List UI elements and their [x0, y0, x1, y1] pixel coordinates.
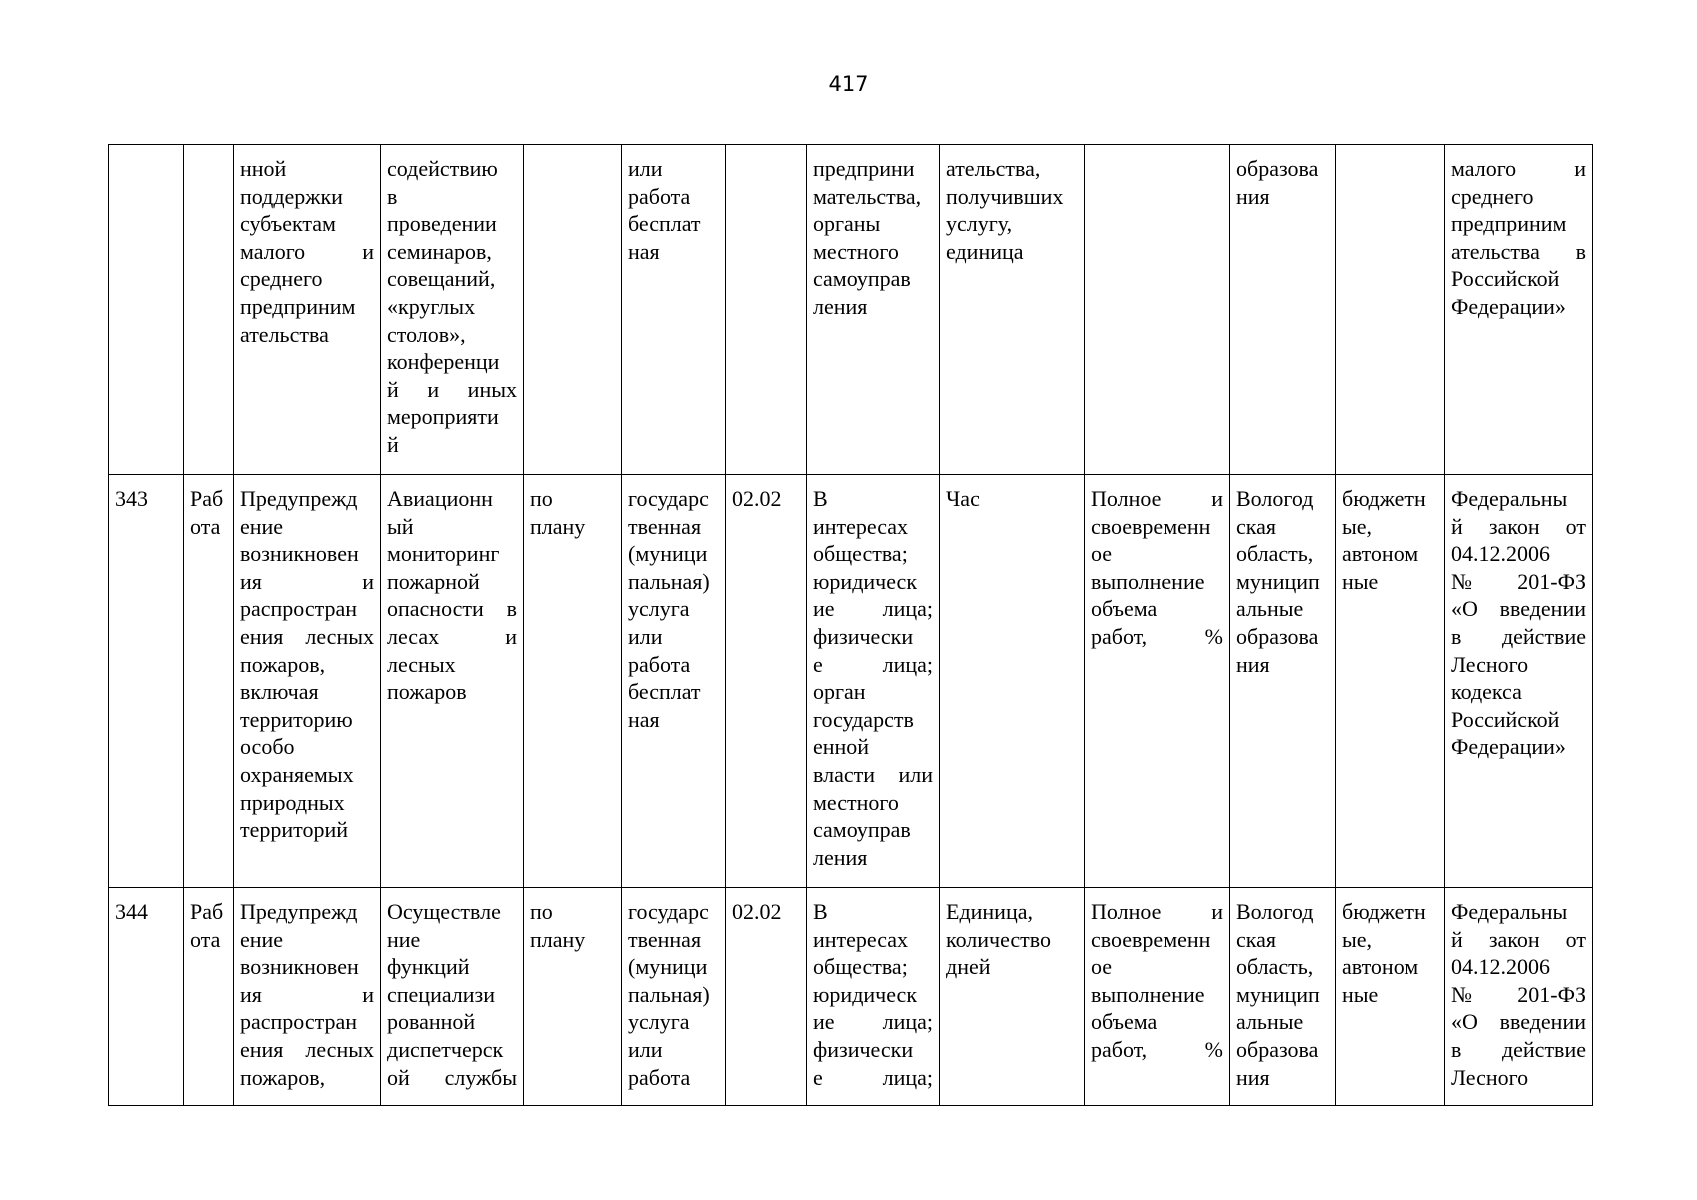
cell-line: ота — [190, 513, 221, 539]
table-cell — [184, 145, 234, 475]
cell-line: ательства в — [1451, 238, 1586, 264]
cell-line: работа — [628, 1064, 691, 1090]
cell-line: лесных — [387, 651, 456, 677]
cell-line: 02.02 — [732, 899, 782, 924]
cell-line: охраняемых — [240, 761, 354, 787]
cell-line: особо — [240, 734, 295, 760]
cell-line: возникновен — [240, 541, 359, 567]
cell-line: рованной — [387, 1009, 476, 1035]
cell-line: № 201-ФЗ — [1451, 568, 1586, 594]
cell-line: малого и — [1451, 156, 1586, 181]
cell-line: ения лесных — [240, 623, 374, 649]
cell-line: услуга — [628, 596, 690, 622]
cell-line: ые, — [1342, 513, 1373, 539]
cell-line: й — [387, 431, 399, 457]
cell-line: ота — [190, 926, 221, 952]
cell-line: ение — [240, 926, 284, 952]
cell-line: предприним — [240, 293, 356, 319]
cell-line: Федеральны — [1451, 486, 1568, 511]
cell-line: возникновен — [240, 954, 359, 980]
cell-line: ные — [1342, 568, 1379, 594]
cell-line: общества; — [813, 541, 908, 567]
cell-line: Полное и — [1091, 899, 1223, 924]
cell-line: или — [628, 1036, 663, 1062]
cell-line: своевременн — [1091, 926, 1211, 952]
cell-line: по — [530, 899, 553, 924]
cell-line: малого и — [240, 238, 374, 264]
table-cell — [1230, 888, 1336, 1106]
cell-line: объема — [1091, 596, 1158, 622]
cell-line: выполнение — [1091, 568, 1205, 594]
cell-line: количество — [946, 926, 1052, 952]
cell-line: й закон от — [1451, 926, 1586, 952]
cell-line: автоном — [1342, 954, 1419, 980]
table-cell — [184, 888, 234, 1106]
table-cell — [940, 475, 1085, 888]
cell-line: услугу, — [946, 211, 1013, 237]
cell-line: юридическ — [813, 981, 918, 1007]
cell-line: конференци — [387, 349, 500, 375]
cell-line: альные — [1236, 596, 1304, 622]
cell-line: ой службы — [387, 1064, 517, 1090]
cell-line: муницип — [1236, 981, 1320, 1007]
cell-line: 04.12.2006 — [1451, 541, 1550, 567]
cell-line: ия и — [240, 981, 374, 1007]
cell-line: или — [628, 156, 663, 181]
cell-line: услуга — [628, 1009, 690, 1035]
cell-line: в — [387, 183, 398, 209]
table-body — [109, 145, 1593, 1106]
table-cell — [1085, 145, 1230, 475]
cell-line: «круглых — [387, 293, 476, 319]
cell-line: ская — [1236, 926, 1277, 952]
cell-line: мероприяти — [387, 404, 499, 430]
cell-line: образова — [1236, 623, 1319, 649]
cell-line: получивших — [946, 183, 1064, 209]
cell-line: твенная — [628, 513, 702, 539]
table-cell — [109, 888, 184, 1106]
cell-line: пожаров, — [240, 651, 326, 677]
cell-line: ская — [1236, 513, 1277, 539]
cell-line: № 201-ФЗ — [1451, 981, 1586, 1007]
cell-line: ния — [1236, 1064, 1270, 1090]
table-cell — [807, 888, 940, 1106]
cell-line: местного — [813, 238, 899, 264]
cell-line: работ, % — [1091, 623, 1223, 649]
table-cell — [524, 475, 622, 888]
cell-line: бюджетн — [1342, 486, 1426, 511]
cell-line: 04.12.2006 — [1451, 954, 1550, 980]
cell-line: ые, — [1342, 926, 1373, 952]
cell-line: местного — [813, 789, 899, 815]
cell-line: ная — [628, 238, 660, 264]
cell-line: В — [813, 899, 828, 924]
table-cell — [1336, 145, 1445, 475]
table-cell — [234, 888, 381, 1106]
cell-line: ение — [240, 513, 284, 539]
table-row — [109, 145, 1593, 475]
cell-line: органы — [813, 211, 881, 237]
cell-line: бесплат — [628, 211, 701, 237]
cell-line: Российской — [1451, 706, 1560, 732]
cell-line: е лица; — [813, 651, 933, 677]
cell-line: среднего — [1451, 183, 1534, 209]
cell-line: «О введении — [1451, 1009, 1586, 1035]
cell-line: государс — [628, 486, 709, 511]
cell-line: ния — [1236, 651, 1270, 677]
cell-line: специализи — [387, 981, 496, 1007]
table-cell — [622, 475, 726, 888]
cell-line: Российской — [1451, 266, 1560, 292]
cell-line: интересах — [813, 926, 909, 952]
table-cell — [1230, 145, 1336, 475]
cell-line: Федеральны — [1451, 899, 1568, 924]
cell-line: функций — [387, 954, 470, 980]
cell-line: Лесного — [1451, 651, 1529, 677]
cell-line: (муници — [628, 954, 708, 980]
cell-line: пожарной — [387, 568, 480, 594]
table-cell — [524, 145, 622, 475]
cell-line: самоуправ — [813, 266, 911, 292]
table-cell — [1336, 475, 1445, 888]
cell-line: своевременн — [1091, 513, 1211, 539]
table-cell — [726, 145, 807, 475]
cell-line: Лесного — [1451, 1064, 1529, 1090]
cell-line: лесах и — [387, 623, 517, 649]
cell-line: муницип — [1236, 568, 1320, 594]
cell-line: работ, % — [1091, 1036, 1223, 1062]
cell-line: или — [628, 623, 663, 649]
cell-line: плану — [530, 926, 586, 952]
cell-line: Федерации» — [1451, 734, 1566, 760]
cell-line: государств — [813, 706, 914, 732]
cell-line: пожаров — [387, 679, 467, 705]
cell-line: В — [813, 486, 828, 511]
table-cell — [726, 475, 807, 888]
cell-line: в действие — [1451, 623, 1586, 649]
table-cell — [1085, 888, 1230, 1106]
cell-line: проведении — [387, 211, 497, 237]
cell-line: семинаров, — [387, 238, 492, 264]
cell-line: ения лесных — [240, 1036, 374, 1062]
cell-line: предприним — [1451, 211, 1567, 237]
cell-line: общества; — [813, 954, 908, 980]
table-cell — [234, 145, 381, 475]
table-cell — [940, 888, 1085, 1106]
cell-line: по — [530, 486, 553, 511]
cell-line: плану — [530, 513, 586, 539]
cell-line: бесплат — [628, 679, 701, 705]
cell-line: образова — [1236, 156, 1319, 181]
cell-line: ления — [813, 293, 868, 319]
cell-line: ый — [387, 513, 414, 539]
cell-line: дней — [946, 954, 991, 980]
table-cell — [1085, 475, 1230, 888]
cell-line: распростран — [240, 596, 358, 622]
cell-line: Полное и — [1091, 486, 1223, 511]
cell-line: опасности в — [387, 596, 517, 622]
cell-line: ие лица; — [813, 1009, 933, 1035]
cell-line: Единица, — [946, 899, 1033, 924]
table-cell — [940, 145, 1085, 475]
cell-line: столов», — [387, 321, 466, 347]
cell-line: Федерации» — [1451, 293, 1566, 319]
cell-line: ательства — [240, 321, 329, 347]
cell-line: территорию — [240, 706, 353, 732]
cell-line: е лица; — [813, 1064, 933, 1090]
cell-line: ое — [1091, 954, 1113, 980]
cell-line: автоном — [1342, 541, 1419, 567]
cell-line: физически — [813, 1036, 914, 1062]
table-cell — [726, 888, 807, 1106]
table-cell — [1445, 888, 1593, 1106]
cell-line: ние — [387, 926, 421, 952]
cell-line: образова — [1236, 1036, 1319, 1062]
cell-line: мательства, — [813, 183, 922, 209]
cell-line: альные — [1236, 1009, 1304, 1035]
table-cell — [184, 475, 234, 888]
cell-line: единица — [946, 238, 1024, 264]
cell-line: ные — [1342, 981, 1379, 1007]
cell-line: Раб — [190, 899, 224, 924]
table-cell — [622, 888, 726, 1106]
table-cell — [622, 145, 726, 475]
cell-line: Авиационн — [387, 486, 493, 511]
cell-line: ие лица; — [813, 596, 933, 622]
table-cell — [109, 475, 184, 888]
cell-line: государс — [628, 899, 709, 924]
cell-line: Предупрежд — [240, 899, 358, 924]
services-table — [108, 144, 1593, 1106]
table-cell — [381, 888, 524, 1106]
cell-line: 02.02 — [732, 486, 782, 511]
cell-line: й и иных — [387, 376, 517, 402]
cell-line: поддержки — [240, 183, 343, 209]
table-cell — [109, 145, 184, 475]
table-cell — [807, 145, 940, 475]
cell-line: орган — [813, 679, 866, 705]
cell-line: область, — [1236, 541, 1314, 567]
cell-line: енной — [813, 734, 870, 760]
cell-line: территорий — [240, 817, 349, 843]
cell-line: твенная — [628, 926, 702, 952]
cell-line: выполнение — [1091, 981, 1205, 1007]
cell-line: ния — [1236, 183, 1270, 209]
cell-line: область, — [1236, 954, 1314, 980]
cell-line: пальная) — [628, 568, 710, 594]
cell-line: (муници — [628, 541, 708, 567]
cell-line: работа — [628, 651, 691, 677]
cell-line: юридическ — [813, 568, 918, 594]
cell-line: пальная) — [628, 981, 710, 1007]
cell-line: работа — [628, 183, 691, 209]
cell-line: Предупрежд — [240, 486, 358, 511]
table-cell — [1445, 145, 1593, 475]
cell-line: Раб — [190, 486, 224, 511]
cell-line: содействию — [387, 156, 498, 181]
cell-line: ое — [1091, 541, 1113, 567]
cell-line: физически — [813, 623, 914, 649]
table-cell — [234, 475, 381, 888]
cell-line: диспетчерск — [387, 1036, 504, 1062]
table-row — [109, 888, 1593, 1106]
page-number: 417 — [828, 72, 869, 96]
cell-line: власти или — [813, 761, 933, 787]
cell-line: среднего — [240, 266, 323, 292]
cell-line: объема — [1091, 1009, 1158, 1035]
cell-line: Вологод — [1236, 899, 1314, 924]
cell-line: Осуществле — [387, 899, 501, 924]
cell-line: 343 — [115, 486, 148, 511]
cell-line: пожаров, — [240, 1064, 326, 1090]
cell-line: включая — [240, 679, 319, 705]
table-cell — [524, 888, 622, 1106]
cell-line: совещаний, — [387, 266, 496, 292]
table-cell — [381, 145, 524, 475]
cell-line: в действие — [1451, 1036, 1586, 1062]
cell-line: Вологод — [1236, 486, 1314, 511]
cell-line: ления — [813, 844, 868, 870]
cell-line: ная — [628, 706, 660, 732]
cell-line: предприни — [813, 156, 915, 181]
cell-line: самоуправ — [813, 817, 911, 843]
cell-line: й закон от — [1451, 513, 1586, 539]
table-row — [109, 475, 1593, 888]
table-cell — [1445, 475, 1593, 888]
table-cell — [381, 475, 524, 888]
cell-line: бюджетн — [1342, 899, 1426, 924]
cell-line: мониторинг — [387, 541, 500, 567]
table-cell — [807, 475, 940, 888]
table-cell — [1336, 888, 1445, 1106]
cell-line: распростран — [240, 1009, 358, 1035]
table-cell — [1230, 475, 1336, 888]
cell-line: природных — [240, 789, 345, 815]
cell-line: Час — [946, 486, 980, 511]
cell-line: ия и — [240, 568, 374, 594]
cell-line: «О введении — [1451, 596, 1586, 622]
cell-line: нной — [240, 156, 287, 181]
cell-line: ательства, — [946, 156, 1041, 181]
cell-line: кодекса — [1451, 679, 1522, 705]
cell-line: 344 — [115, 899, 148, 924]
cell-line: субъектам — [240, 211, 336, 237]
cell-line: интересах — [813, 513, 909, 539]
